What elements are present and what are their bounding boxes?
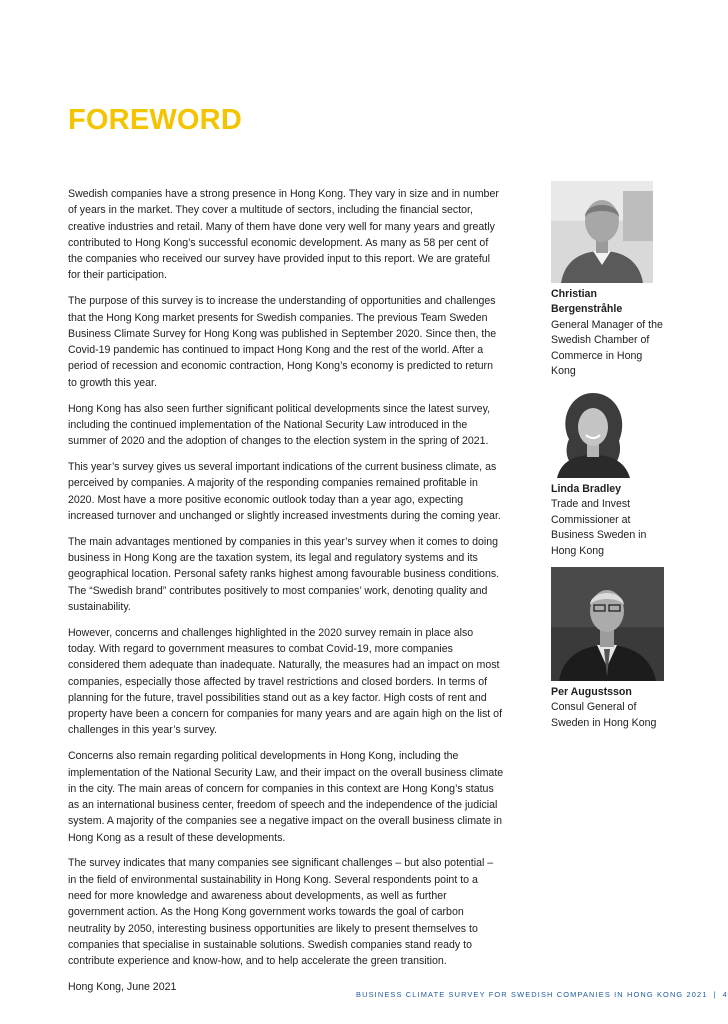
- signatory-name: Linda Bradley: [551, 483, 622, 495]
- portrait-photo: [551, 567, 664, 681]
- paragraph: However, concerns and challenges highlighted in the 2020 survey remain in place also today. With regard to government measures to combat Covid-19, more companies considered them adequate than inadequate. Naturally, the measures had an impact on most companies, especially those affected by travel restrictions and closed borders. In terms of planning for the future, travel possibilities stand out as a key factor. High costs of rent and property have been a concern for companies for many years and are again high on the list of challenges in this year’s survey.: [68, 626, 503, 737]
- footer-separator: |: [713, 990, 717, 999]
- paragraph: The main advantages mentioned by companies in this year’s survey when it comes to doing business in Hong Kong are the taxation system, its legal and regulatory systems and its geographical location. Personal safety ranks highest among favourable business conditions. The “Swedish brand” contributes positively to most companies’ work, denoting quality and sustainability.: [68, 535, 500, 613]
- page-footer: [356, 990, 728, 999]
- foreword-body: [68, 186, 504, 1005]
- signatory-role: Consul General of Sweden in Hong Kong: [551, 701, 657, 729]
- closing-line: Hong Kong, June 2021: [68, 981, 177, 994]
- signatory-card: [551, 181, 669, 379]
- page-number: 4: [722, 990, 728, 999]
- paragraph: Swedish companies have a strong presence in Hong Kong. They vary in size and in number of years in the market. They cover a multitude of sectors, including the financial sector, creative industries and retail. Many of them have done very well for many years and greatly contributed to Hong Kong’s successful economic development. As many as 58 per cent of the companies who received our survey have provided input to this report. We are grateful for their participation.: [68, 188, 499, 282]
- paragraph: This year’s survey gives us several important indications of the current business climate, as perceived by companies. A majority of the responding companies remained profitable in 2020. Most have a more positive economic outlook today than a year ago, expecting increased turnover and unchanged or slightly increased investments during the coming year.: [68, 460, 501, 522]
- signatory-card: [551, 389, 669, 559]
- paragraph: Hong Kong has also seen further significant political developments since the latest survey, including the continued implementation of the National Security Law introduced in the summer of 2020 and the adoption of changes to the election system in the spring of 2021.: [68, 402, 491, 448]
- page-title: FOREWORD: [68, 104, 242, 136]
- footer-title: BUSINESS CLIMATE SURVEY FOR SWEDISH COMPANIES IN HONG KONG 2021: [356, 990, 708, 999]
- paragraph: The survey indicates that many companies see significant challenges – but also potential – in the field of environmental sustainability in Hong Kong. Several respondents point to a need for more knowledge and awareness about developments, as well as further government action. As the Hong Kong government works towards the goal of carbon neutrality by 2050, interesting business opportunities are likely to present themselves to companies that specialise in sustainable solutions. Swedish companies stand ready to contribute experience and know-how, and to help accelerate the green transition.: [68, 857, 494, 968]
- paragraph: Concerns also remain regarding political developments in Hong Kong, including the implementation of the National Security Law, and their impact on the overall business climate in the city. The main areas of concern for companies in this context are Hong Kong’s status as an international business center, freedom of speech and the independence of the judicial system. A majority of the companies see a negative impact on the overall business climate in Hong Kong as a result of these developments.: [68, 750, 504, 844]
- signatory-role: General Manager of the Swedish Chamber of Commerce in Hong Kong: [551, 318, 663, 378]
- signatory-name: Christian Bergenstråhle: [551, 288, 623, 316]
- portrait-photo: [551, 181, 653, 283]
- signatory-card: [551, 567, 669, 731]
- signatory-name: Per Augustsson: [551, 686, 632, 698]
- signatory-role: Trade and Invest Commissioner at Business Sweden in Hong Kong: [551, 498, 647, 557]
- paragraph: The purpose of this survey is to increase the understanding of opportunities and challenges that the Hong Kong market presents for Swedish companies. The previous Team Sweden Business Climate Survey for Hong Kong was published in September 2020. Since then, the Covid-19 pandemic has continued to impact Hong Kong and the rest of the world. After a period of recession and economic contraction, Hong Kong’s economy is predicted to return to growth this year.: [68, 295, 497, 389]
- portrait-photo: [551, 389, 636, 478]
